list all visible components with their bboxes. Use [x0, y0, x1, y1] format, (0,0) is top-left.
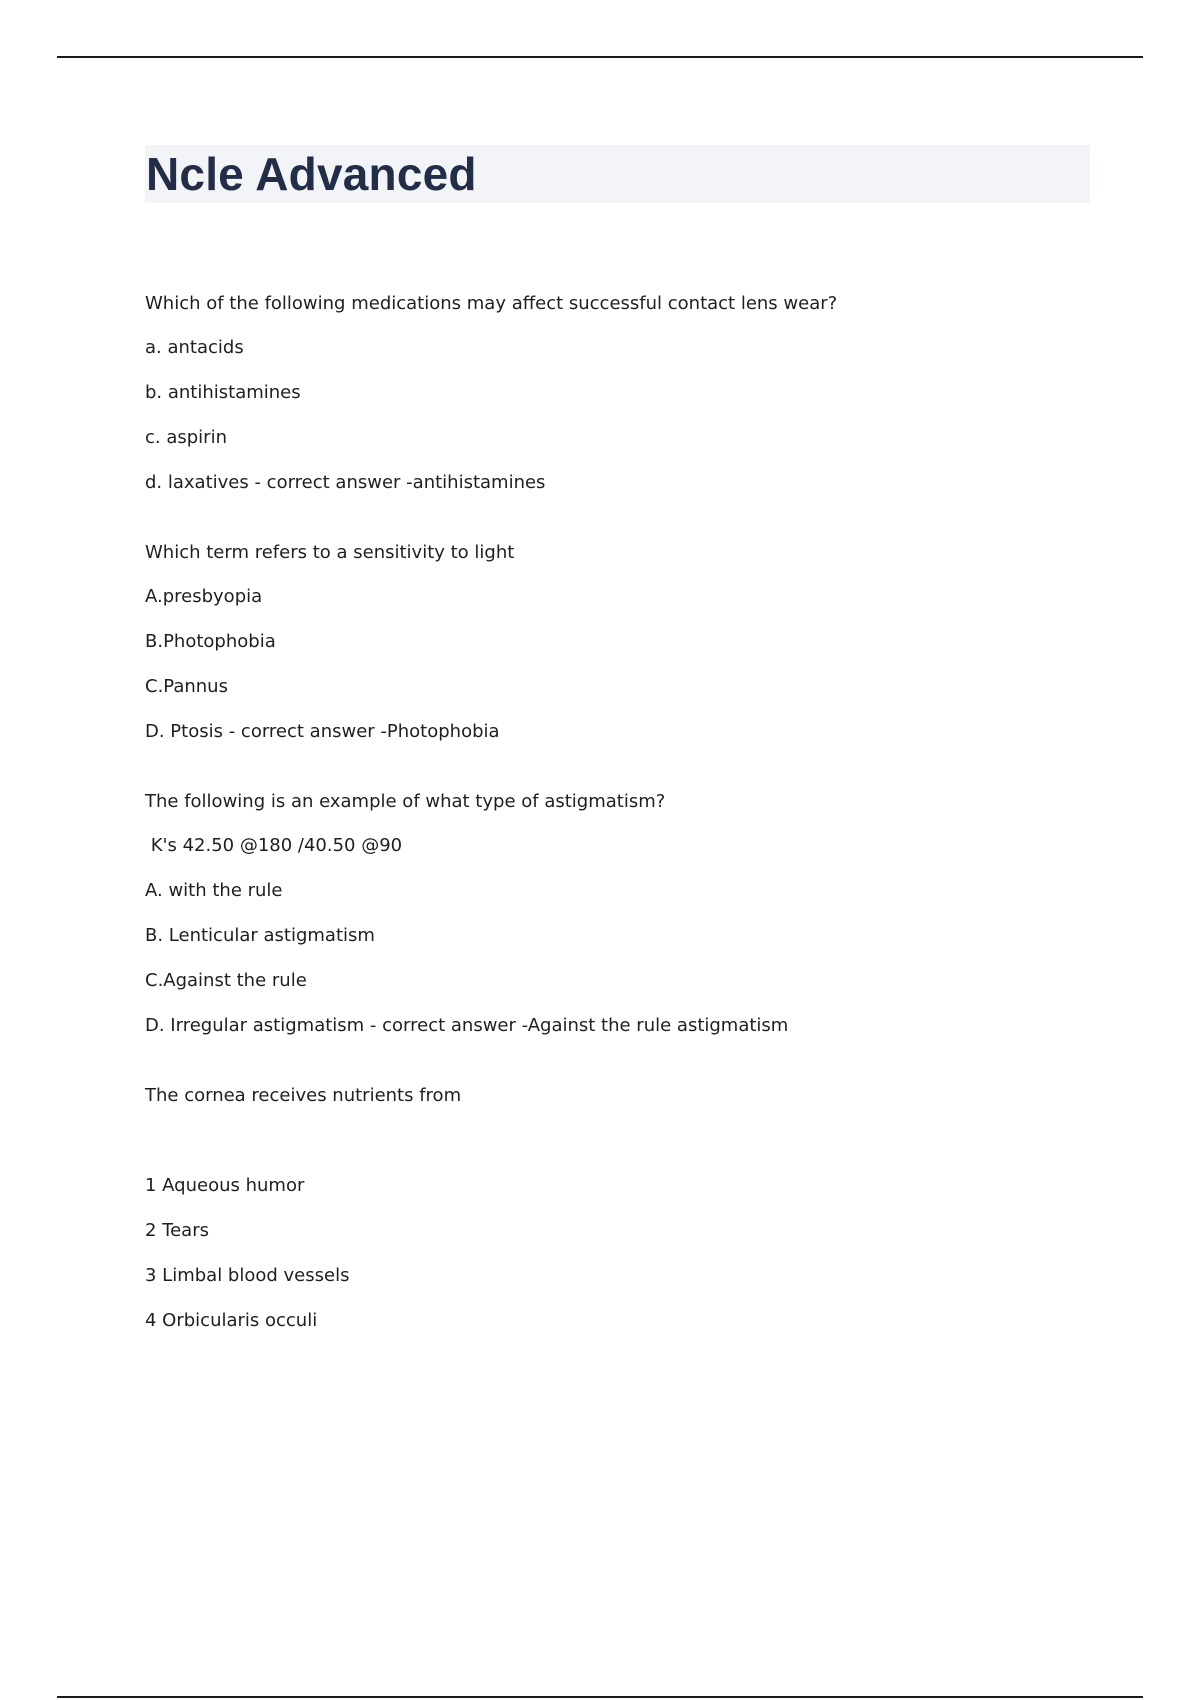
answer-option: B. Lenticular astigmatism: [145, 925, 375, 946]
answer-option: b. antihistamines: [145, 382, 301, 403]
answer-option-with-correct-answer: D. Irregular astigmatism - correct answer -Against the rule astigmatism: [145, 1015, 789, 1036]
question-text: The cornea receives nutrients from: [145, 1085, 462, 1106]
question-text: The following is an example of what type of astigmatism?: [145, 791, 666, 812]
answer-option-with-correct-answer: d. laxatives - correct answer -antihistamines: [145, 472, 546, 493]
answer-option: a. antacids: [145, 337, 244, 358]
answer-option: A. with the rule: [145, 880, 283, 901]
question-block: [145, 790, 1090, 1038]
question-block: [145, 1084, 1090, 1333]
answer-option: A.presbyopia: [145, 586, 263, 607]
question-block: [145, 541, 1090, 744]
question-text: Which of the following medications may affect successful contact lens wear?: [145, 293, 838, 314]
question-list: [145, 292, 1090, 1379]
top-rule: [57, 56, 1143, 58]
answer-option-with-correct-answer: D. Ptosis - correct answer -Photophobia: [145, 721, 500, 742]
question-subtext: K's 42.50 @180 /40.50 @90: [145, 835, 403, 856]
answer-option: B.Photophobia: [145, 631, 276, 652]
question-block: [145, 292, 1090, 495]
answer-option: C.Pannus: [145, 676, 228, 697]
bottom-rule: [57, 1696, 1143, 1698]
answer-option: 3 Limbal blood vessels: [145, 1265, 350, 1286]
answer-option: 4 Orbicularis occuli: [145, 1310, 318, 1331]
page-title: Ncle Advanced: [146, 148, 477, 200]
spacer: [145, 1128, 1090, 1174]
answer-option: 2 Tears: [145, 1220, 209, 1241]
answer-option: C.Against the rule: [145, 970, 307, 991]
answer-option: c. aspirin: [145, 427, 227, 448]
question-text: Which term refers to a sensitivity to light: [145, 542, 515, 563]
answer-option: 1 Aqueous humor: [145, 1175, 305, 1196]
